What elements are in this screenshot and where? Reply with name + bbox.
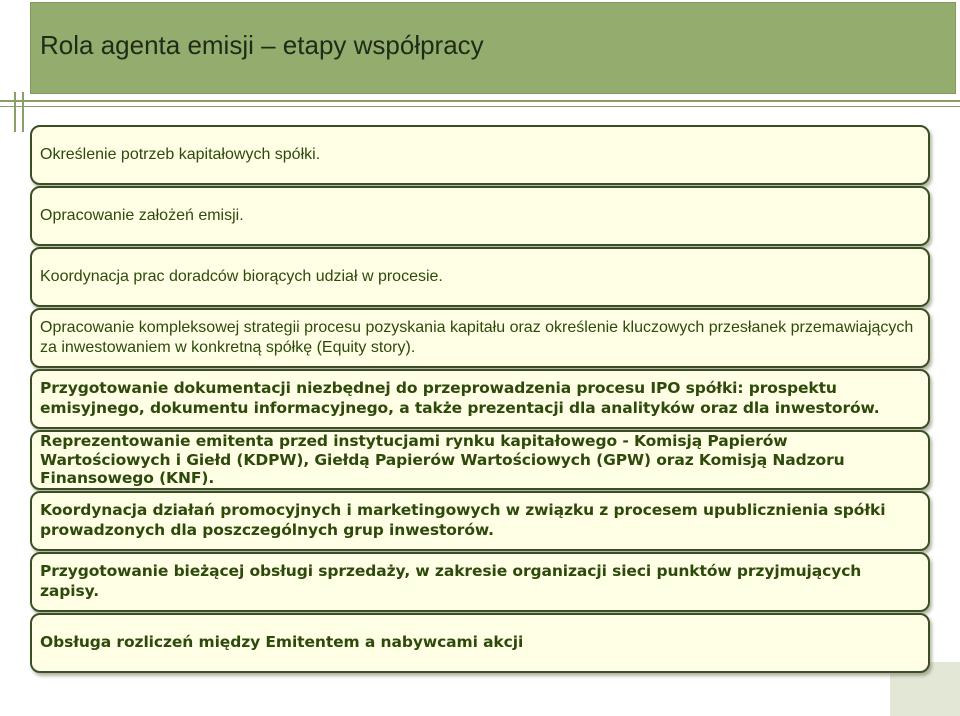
step-item [30,430,930,490]
step-item [30,308,930,368]
divider-line [0,106,960,107]
step-item [30,552,930,612]
divider-tick [14,92,16,132]
step-item [30,369,930,429]
divider-line [0,100,960,102]
step-item [30,125,930,185]
step-item [30,247,930,307]
step-text: Opracowanie założeń emisji. [40,206,244,224]
step-text: Przygotowanie dokumentacji niezbędnej do przeprowadzenia procesu IPO spółki: prospektu emisyjnego, dokumentu informacyjnego, a także prezentacji dla analityków oraz dla inwestorów. [40,379,880,417]
step-text: Obsługa rozliczeń między Emitentem a nabywcami akcji [40,633,524,652]
step-text: Koordynacja prac doradców biorących udział w procesie. [40,267,443,285]
step-item [30,186,930,246]
step-text: Określenie potrzeb kapitałowych spółki. [40,145,321,163]
step-item [30,613,930,673]
step-text: Koordynacja działań promocyjnych i marketingowych w związku z procesem upublicznienia spółki prowadzonych dla poszczególnych grup inwestorów. [40,501,886,539]
divider-tick [22,92,24,132]
slide-title: Rola agenta emisji – etapy współpracy [40,30,484,60]
step-text: Opracowanie kompleksowej strategii procesu pozyskania kapitału oraz określenie kluczowych przesłanek przemawiających za inwestowaniem w konkretną spółkę (Equity story). [40,318,914,356]
step-text: Przygotowanie bieżącej obsługi sprzedaży, w zakresie organizacji sieci punktów przyjmujących zapisy. [40,562,862,600]
step-text: Reprezentowanie emitenta przed instytucjami rynku kapitałowego - Komisją Papierów Wartościowych i Giełd (KDPW), Giełdą Papierów Wartościowych (GPW) oraz Komisją Nadzoru Finansowego (KNF). [40,431,845,488]
step-item [30,491,930,551]
